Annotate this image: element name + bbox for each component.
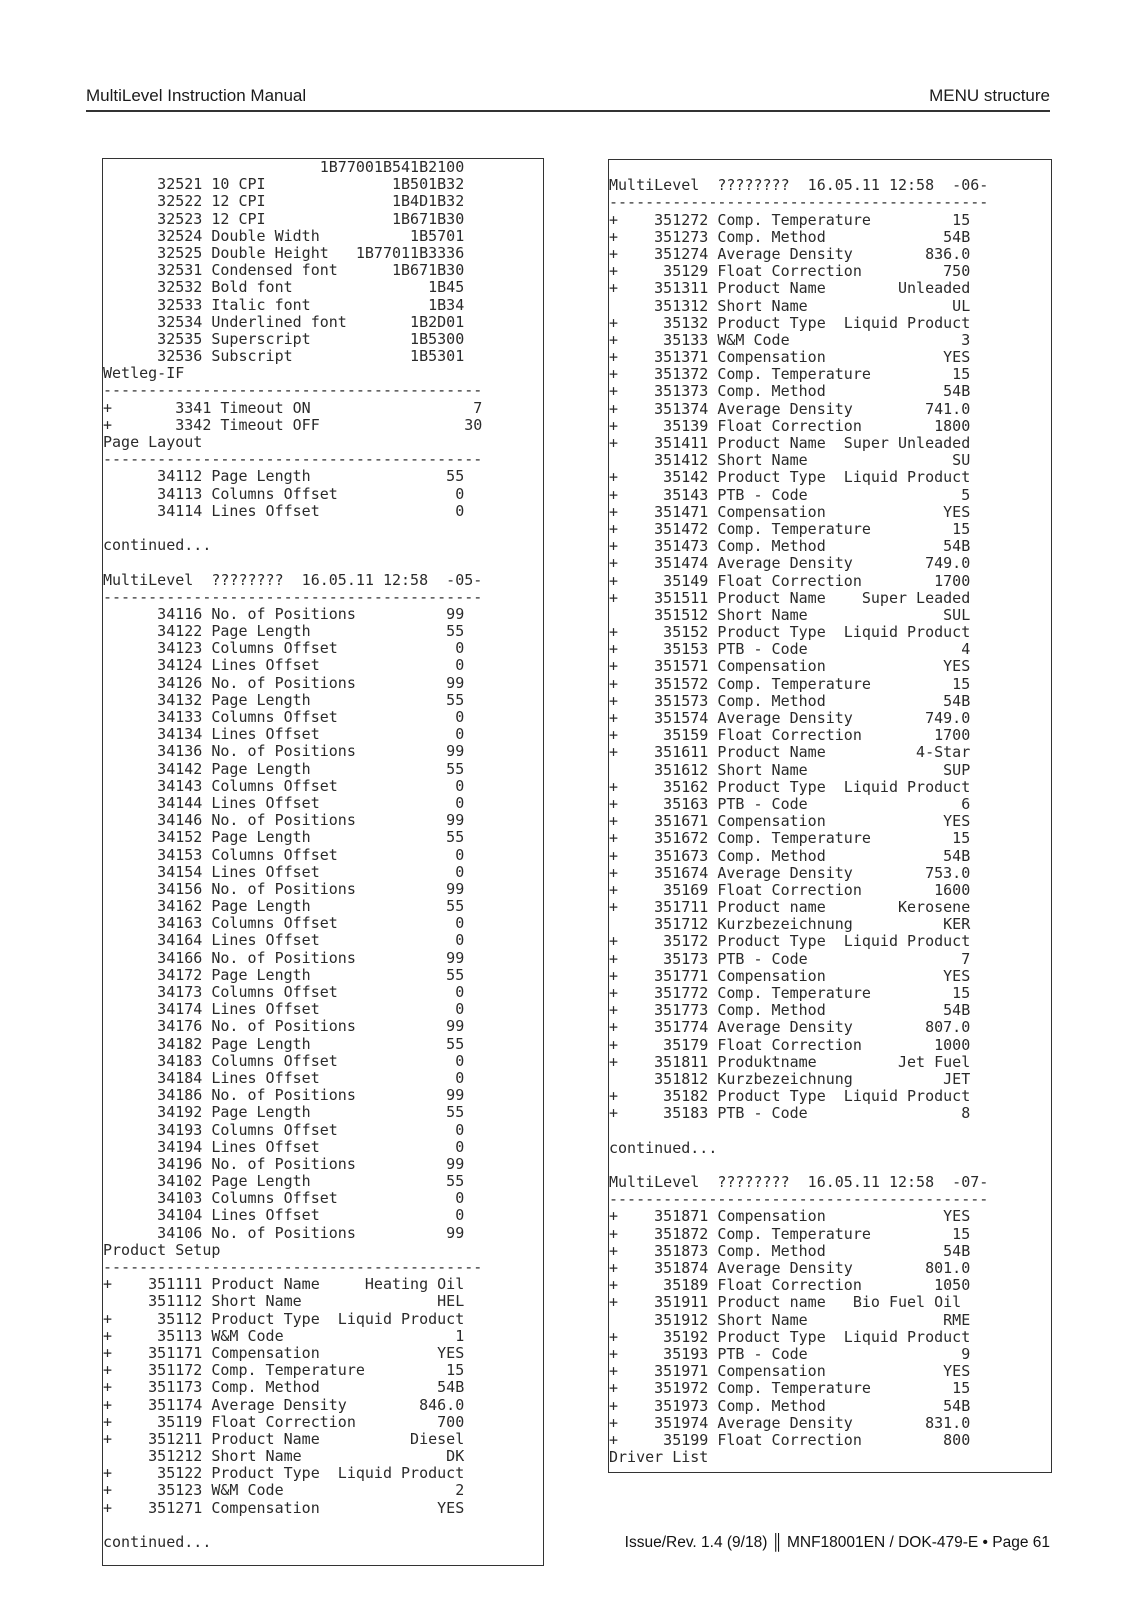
printout-line: + 351273 Comp. Method 54B	[609, 227, 971, 246]
printout-line: + 351872 Comp. Temperature 15	[609, 1224, 971, 1243]
printout-line: 34142 Page Length 55	[103, 759, 465, 778]
printout-line: 351512 Short Name SUL	[609, 605, 971, 624]
printout-line: + 351571 Compensation YES	[609, 657, 971, 676]
printout-line: + 35153 PTB - Code 4	[609, 640, 971, 659]
printout-line: Page Layout	[103, 433, 203, 451]
printout-line: 34152 Page Length 55	[103, 828, 465, 847]
printout-line: + 35172 Product Type Liquid Product	[609, 932, 971, 951]
printout-line: + 351171 Compensation YES	[103, 1343, 465, 1362]
printout-lines-right	[609, 160, 1051, 1466]
printout-line: 34194 Lines Offset 0	[103, 1137, 465, 1156]
printout-line	[609, 1157, 1051, 1174]
printout-line: + 35149 Float Correction 1700	[609, 571, 971, 590]
printout-line: + 351572 Comp. Temperature 15	[609, 674, 971, 693]
printout-line: 34103 Columns Offset 0	[103, 1189, 465, 1208]
printout-line: + 351873 Comp. Method 54B	[609, 1241, 971, 1260]
printout-line: MultiLevel ???????? 16.05.11 12:58 -07-	[609, 1173, 989, 1192]
printout-line: + 351371 Compensation YES	[609, 348, 971, 367]
printout-line: 34154 Lines Offset 0	[103, 862, 465, 881]
printout-line: + 35193 PTB - Code 9	[609, 1344, 971, 1363]
printout-line: + 351773 Comp. Method 54B	[609, 1001, 971, 1020]
printout-line: + 351671 Compensation YES	[609, 812, 971, 831]
page-header	[86, 84, 1050, 112]
printout-line: 34162 Page Length 55	[103, 897, 465, 916]
printout-line: + 351971 Compensation YES	[609, 1362, 971, 1381]
printout-line: + 351472 Comp. Temperature 15	[609, 519, 971, 538]
printout-line: + 351674 Average Density 753.0	[609, 863, 971, 882]
printout-line: 34196 No. of Positions 99	[103, 1154, 465, 1173]
printout-line: + 351373 Comp. Method 54B	[609, 382, 971, 401]
printout-line: 32536 Subscript 1B5301	[103, 347, 465, 366]
printout-line: 351312 Short Name UL	[609, 296, 971, 315]
printout-line: + 351874 Average Density 801.0	[609, 1259, 971, 1277]
printout-line: + 35189 Float Correction 1050	[609, 1276, 971, 1295]
printout-line: + 351471 Compensation YES	[609, 502, 971, 521]
printout-line: + 35199 Float Correction 800	[609, 1430, 971, 1449]
printout-line: 34113 Columns Offset 0	[103, 484, 465, 503]
printout-line: 34112 Page Length 55	[103, 467, 465, 486]
printout-line: + 351911 Product name Bio Fuel Oil	[609, 1293, 962, 1312]
printout-line: + 351573 Comp. Method 54B	[609, 691, 971, 710]
printout-line: continued...	[609, 1138, 718, 1157]
printout-line: 351812 Kurzbezeichnung JET	[609, 1069, 971, 1088]
printout-line: 34183 Columns Offset 0	[103, 1051, 465, 1070]
printout-line: + 35182 Product Type Liquid Product	[609, 1087, 971, 1106]
printout-line: + 35143 PTB - Code 5	[609, 485, 971, 504]
printout-line	[103, 554, 543, 571]
printout-line: 34132 Page Length 55	[103, 690, 465, 709]
printout-line: 34116 No. of Positions 99	[103, 604, 465, 623]
printout-line: 34114 Lines Offset 0	[103, 501, 465, 520]
printout-line: ------------------------------------------	[103, 587, 483, 606]
printout-line: + 351311 Product Name Unleaded	[609, 279, 971, 298]
printout-line: 34193 Columns Offset 0	[103, 1120, 465, 1139]
printout-line: ------------------------------------------	[103, 381, 483, 400]
printout-line: 34146 No. of Positions 99	[103, 811, 465, 830]
printout-line: + 351174 Average Density 846.0	[103, 1395, 465, 1414]
printout-line: + 351711 Product name Kerosene	[609, 898, 971, 917]
printout-line: 34124 Lines Offset 0	[103, 656, 465, 675]
printout-line: + 351411 Product Name Super Unleaded	[609, 434, 971, 452]
printout-line: 34156 No. of Positions 99	[103, 879, 465, 898]
printout-line	[609, 160, 1051, 177]
printout-line: + 3342 Timeout OFF 30	[103, 415, 483, 434]
printout-line	[103, 1517, 543, 1534]
printout-line: + 35162 Product Type Liquid Product	[609, 777, 971, 796]
printout-line: 34186 No. of Positions 99	[103, 1086, 465, 1105]
page-footer: Issue/Rev. 1.4 (9/18) ║ MNF18001EN / DOK-479-E • Page 61	[624, 1534, 1050, 1551]
printout-line: 34173 Columns Offset 0	[103, 983, 465, 1001]
printout-line: ------------------------------------------	[609, 1190, 989, 1209]
printout-line: + 35112 Product Type Liquid Product	[103, 1309, 465, 1328]
printout-line: 32532 Bold font 1B45	[103, 278, 465, 297]
printout-line: 32524 Double Width 1B5701	[103, 226, 465, 245]
printout-line: + 351611 Product Name 4-Star	[609, 743, 971, 762]
printout-line: 32535 Superscript 1B5300	[103, 329, 465, 348]
printout-line: 351912 Short Name RME	[609, 1310, 971, 1329]
printout-line: + 35179 Float Correction 1000	[609, 1035, 971, 1054]
printout-line: 34123 Columns Offset 0	[103, 639, 465, 658]
printout-line: + 3341 Timeout ON 7	[103, 398, 483, 417]
printout-line: + 351271 Compensation YES	[103, 1498, 465, 1517]
printout-line: + 351673 Comp. Method 54B	[609, 846, 971, 865]
printout-line: + 35159 Float Correction 1700	[609, 726, 971, 745]
printout-line: + 351772 Comp. Temperature 15	[609, 984, 971, 1002]
manual-title: MultiLevel Instruction Manual	[86, 86, 307, 105]
printout-line: 34164 Lines Offset 0	[103, 931, 465, 950]
printout-line: + 35163 PTB - Code 6	[609, 794, 971, 813]
printout-line: + 35152 Product Type Liquid Product	[609, 623, 971, 642]
printout-line: 34153 Columns Offset 0	[103, 845, 465, 864]
printout-line: MultiLevel ???????? 16.05.11 12:58 -05-	[103, 570, 483, 589]
printout-line: 34174 Lines Offset 0	[103, 1000, 465, 1019]
printout-line: + 35113 W&M Code 1	[103, 1326, 465, 1345]
printout-line: + 35133 W&M Code 3	[609, 330, 971, 349]
printout-line: 351612 Short Name SUP	[609, 760, 971, 779]
printout-line: 351212 Short Name DK	[103, 1447, 465, 1466]
printout-line: 351412 Short Name SU	[609, 451, 971, 470]
printout-line: 1B77001B541B2100	[103, 158, 465, 176]
printout-line: 32533 Italic font 1B34	[103, 295, 465, 314]
printout-line: + 35169 Float Correction 1600	[609, 880, 971, 899]
printout-line: 34136 No. of Positions 99	[103, 742, 465, 761]
printout-line: 34104 Lines Offset 0	[103, 1206, 465, 1225]
printout-line: + 35139 Float Correction 1800	[609, 416, 971, 435]
printout-line: 34182 Page Length 55	[103, 1034, 465, 1053]
printout-line: continued...	[103, 536, 212, 555]
printout-line: + 351473 Comp. Method 54B	[609, 537, 971, 556]
printout-line: + 351211 Product Name Diesel	[103, 1429, 465, 1448]
printout-line: 34134 Lines Offset 0	[103, 725, 465, 744]
printout-line: + 35173 PTB - Code 7	[609, 949, 971, 968]
printout-line: 34102 Page Length 55	[103, 1172, 465, 1191]
printout-line: 34126 No. of Positions 99	[103, 673, 465, 692]
printout-line: + 35192 Product Type Liquid Product	[609, 1327, 971, 1346]
printout-line: MultiLevel ???????? 16.05.11 12:58 -06-	[609, 176, 989, 195]
printout-line: + 35122 Product Type Liquid Product	[103, 1464, 465, 1483]
printout-line: 32531 Condensed font 1B671B30	[103, 261, 465, 280]
printout-line: 32525 Double Height 1B77011B3336	[103, 243, 465, 262]
printout-line: 34122 Page Length 55	[103, 622, 465, 641]
printout-line: + 351771 Compensation YES	[609, 966, 971, 985]
printout-line: + 35142 Product Type Liquid Product	[609, 468, 971, 487]
printout-line: + 351672 Comp. Temperature 15	[609, 829, 971, 848]
printout-line: + 35183 PTB - Code 8	[609, 1104, 971, 1123]
printout-line: + 351111 Product Name Heating Oil	[103, 1275, 465, 1294]
printout-line: 34163 Columns Offset 0	[103, 914, 465, 933]
printout-line: 32523 12 CPI 1B671B30	[103, 209, 465, 228]
printout-line: + 351774 Average Density 807.0	[609, 1018, 971, 1037]
printout-line: + 351374 Average Density 741.0	[609, 399, 971, 418]
printout-line: 34106 No. of Positions 99	[103, 1223, 465, 1242]
printout-line: 34166 No. of Positions 99	[103, 948, 465, 967]
printout-line: ------------------------------------------	[609, 193, 989, 212]
printout-line: Wetleg-IF	[103, 364, 185, 383]
printout-line: 34184 Lines Offset 0	[103, 1068, 465, 1087]
printout-line: + 35123 W&M Code 2	[103, 1481, 465, 1500]
printout-line: ------------------------------------------	[103, 450, 483, 469]
printout-line: Driver List	[609, 1448, 709, 1467]
printout-line: continued...	[103, 1533, 212, 1551]
printout-line: + 35119 Float Correction 700	[103, 1412, 465, 1431]
printout-line: + 35132 Product Type Liquid Product	[609, 313, 971, 332]
printout-panel-right	[608, 159, 1052, 1473]
printout-line: 34133 Columns Offset 0	[103, 708, 465, 726]
printout-line: ------------------------------------------	[103, 1258, 483, 1276]
printout-line: 34144 Lines Offset 0	[103, 793, 465, 812]
printout-line: + 351973 Comp. Method 54B	[609, 1396, 971, 1415]
printout-line: + 351274 Average Density 836.0	[609, 244, 971, 263]
printout-line: + 351272 Comp. Temperature 15	[609, 210, 971, 229]
printout-line: + 351372 Comp. Temperature 15	[609, 365, 971, 384]
printout-line: 351712 Kurzbezeichnung KER	[609, 915, 971, 934]
printout-line: + 351871 Compensation YES	[609, 1207, 971, 1226]
printout-line: 34172 Page Length 55	[103, 965, 465, 984]
printout-line	[103, 520, 543, 537]
printout-line: 32522 12 CPI 1B4D1B32	[103, 192, 465, 211]
printout-line: + 351811 Produktname Jet Fuel	[609, 1052, 971, 1071]
printout-line: 34192 Page Length 55	[103, 1103, 465, 1122]
printout-line: 32521 10 CPI 1B501B32	[103, 175, 465, 194]
printout-line: + 351972 Comp. Temperature 15	[609, 1379, 971, 1398]
printout-lines-left	[103, 159, 543, 1551]
printout-line: + 35129 Float Correction 750	[609, 262, 971, 281]
printout-line: + 351172 Comp. Temperature 15	[103, 1361, 465, 1380]
printout-line: Product Setup	[103, 1240, 221, 1259]
printout-line: 34176 No. of Positions 99	[103, 1017, 465, 1036]
printout-line: 351112 Short Name HEL	[103, 1292, 465, 1311]
printout-line	[609, 1123, 1051, 1140]
printout-panel-left	[102, 158, 544, 1566]
printout-line: + 351511 Product Name Super Leaded	[609, 588, 971, 607]
printout-line: 34143 Columns Offset 0	[103, 776, 465, 795]
section-title: MENU structure	[929, 86, 1050, 105]
printout-line: 32534 Underlined font 1B2D01	[103, 312, 465, 331]
printout-line: + 351574 Average Density 749.0	[609, 709, 971, 727]
printout-line: + 351173 Comp. Method 54B	[103, 1378, 465, 1397]
printout-line: + 351974 Average Density 831.0	[609, 1413, 971, 1432]
printout-line: + 351474 Average Density 749.0	[609, 554, 971, 573]
